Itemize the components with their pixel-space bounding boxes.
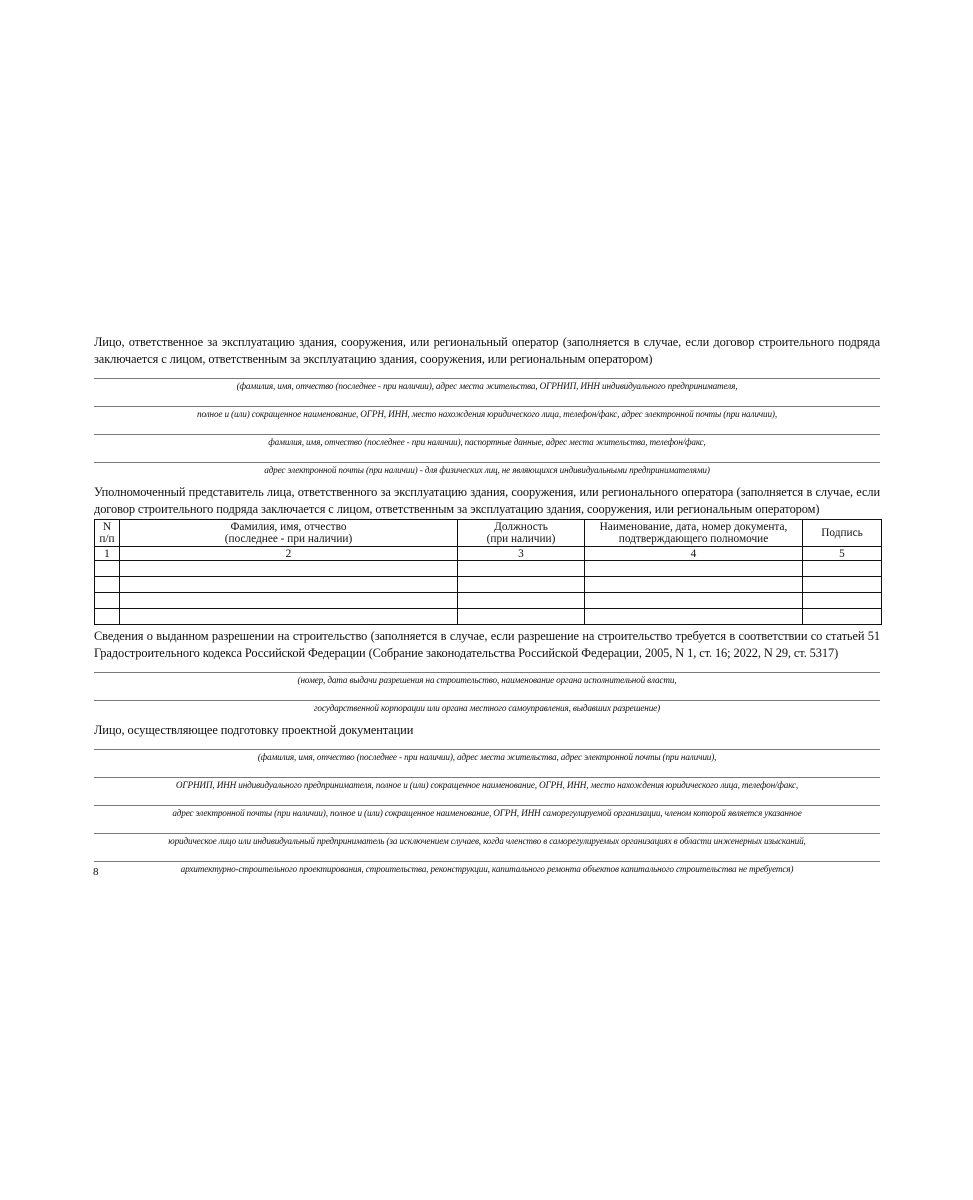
table-row	[95, 593, 882, 609]
table-cell[interactable]	[120, 561, 458, 577]
permit-hint-2: государственной корпорации или органа местного самоуправления, выдавших разрешение)	[313, 703, 661, 713]
representative-section-text: Уполномоченный представитель лица, ответственного за эксплуатацию здания, сооружения, или регионального оператора (заполняется в случае, если договор строительного подряда заключается с лицом, ответственным за эксплуатацию здания, сооружения, или региональным оператором)	[94, 485, 880, 516]
form-page	[94, 334, 880, 879]
fill-line	[94, 434, 880, 435]
designer-fill-line-1[interactable]	[94, 739, 880, 767]
page-number: 8	[93, 866, 99, 878]
permit-section-text: Сведения о выданном разрешении на строительство (заполняется в случае, если разрешение на строительство требуется в соответствии со статьей 51 Градостроительного кодекса Российской Федерации (Собрание законодательства Российской Федерации, 2005, N 1, ст. 16; 2022, N 29, ст. 5317)	[94, 629, 880, 660]
operator-hint-4: адрес электронной почты (при наличии) - для физических лиц, не являющихся индивидуальными предпринимателями)	[264, 465, 710, 475]
fill-line	[94, 777, 880, 778]
table-row	[95, 577, 882, 593]
designer-fill-line-4[interactable]	[94, 823, 880, 851]
table-cell[interactable]	[458, 593, 585, 609]
table-cell[interactable]	[95, 593, 120, 609]
table-cell[interactable]	[95, 609, 120, 625]
table-cell[interactable]	[458, 561, 585, 577]
table-cell[interactable]	[803, 609, 882, 625]
designer-hint-1: (фамилия, имя, отчество (последнее - при наличии), адрес места жительства, адрес электронной почты (при наличии),	[257, 752, 717, 762]
designer-hint-3: адрес электронной почты (при наличии), полное и (или) сокращенное наименование, ОГРН, ИНН саморегулируемой организации, членом которой является указанное	[172, 808, 802, 818]
table-cell[interactable]	[585, 609, 803, 625]
table-cell[interactable]	[803, 593, 882, 609]
designer-section-text: Лицо, осуществляющее подготовку проектной документации	[94, 723, 414, 737]
table-cell[interactable]	[95, 561, 120, 577]
designer-hint-2: ОГРНИП, ИНН индивидуального предпринимателя, полное и (или) сокращенное наименование, ОГРН, ИНН, место нахождения юридического лица, телефон/факс,	[175, 780, 799, 790]
table-row	[95, 609, 882, 625]
fill-line	[94, 861, 880, 862]
table-cell[interactable]	[120, 577, 458, 593]
operator-fill-line-3[interactable]	[94, 424, 880, 452]
table-cell[interactable]	[120, 609, 458, 625]
table-cell[interactable]	[803, 561, 882, 577]
fill-line	[94, 462, 880, 463]
col-number: 3	[458, 547, 585, 561]
table-cell[interactable]	[585, 593, 803, 609]
table-row	[95, 561, 882, 577]
col-number: 4	[585, 547, 803, 561]
fill-line	[94, 833, 880, 834]
fill-line	[94, 406, 880, 407]
designer-fill-line-3[interactable]	[94, 795, 880, 823]
col-number: 2	[120, 547, 458, 561]
operator-fill-line-4[interactable]	[94, 452, 880, 480]
table-column-numbers-row	[95, 547, 882, 561]
table-cell[interactable]	[803, 577, 882, 593]
col-number: 5	[803, 547, 882, 561]
col-header-number: N п/п	[95, 520, 120, 547]
fill-line	[94, 378, 880, 379]
designer-hint-4: юридическое лицо или индивидуальный предприниматель (за исключением случаев, когда членство в саморегулируемых организациях в области инженерных изысканий,	[168, 836, 806, 846]
fill-line	[94, 672, 880, 673]
table-header-row	[95, 520, 882, 547]
table-cell[interactable]	[585, 577, 803, 593]
permit-hint-1: (номер, дата выдачи разрешения на строительство, наименование органа исполнительной власти,	[297, 675, 677, 685]
col-header-position: Должность (при наличии)	[458, 520, 585, 547]
fill-line	[94, 700, 880, 701]
col-header-authority-document: Наименование, дата, номер документа, подтверждающего полномочие	[585, 520, 803, 547]
designer-fill-line-5[interactable]	[94, 851, 880, 879]
table-cell[interactable]	[458, 609, 585, 625]
operator-hint-2: полное и (или) сокращенное наименование, ОГРН, ИНН, место нахождения юридического лица, телефон/факс, адрес электронной почты (при наличии),	[197, 409, 777, 419]
table-cell[interactable]	[458, 577, 585, 593]
operator-hint-1: (фамилия, имя, отчество (последнее - при наличии), адрес места жительства, ОГРНИП, ИНН индивидуального предпринимателя,	[236, 381, 738, 391]
fill-line	[94, 805, 880, 806]
permit-fill-line-1[interactable]	[94, 662, 880, 690]
table-cell[interactable]	[95, 577, 120, 593]
operator-fill-line-2[interactable]	[94, 396, 880, 424]
table-cell[interactable]	[120, 593, 458, 609]
fill-line	[94, 749, 880, 750]
designer-hint-5: архитектурно-строительного проектирования, строительства, реконструкции, капитального ремонта объектов капитального строительства не требуется)	[180, 864, 794, 874]
col-header-signature: Подпись	[803, 520, 882, 547]
operator-hint-3: фамилия, имя, отчество (последнее - при наличии), паспортные данные, адрес места жительства, телефон/факс,	[268, 437, 706, 447]
permit-fill-line-2[interactable]	[94, 690, 880, 718]
operator-section-text: Лицо, ответственное за эксплуатацию здания, сооружения, или региональный оператор (заполняется в случае, если договор строительного подряда заключается с лицом, ответственным за эксплуатацию здания, сооружения, или региональным оператором)	[94, 335, 880, 366]
col-header-full-name: Фамилия, имя, отчество (последнее - при наличии)	[120, 520, 458, 547]
representatives-table	[94, 519, 882, 625]
table-cell[interactable]	[585, 561, 803, 577]
operator-fill-line-1[interactable]	[94, 368, 880, 396]
designer-fill-line-2[interactable]	[94, 767, 880, 795]
col-number: 1	[95, 547, 120, 561]
